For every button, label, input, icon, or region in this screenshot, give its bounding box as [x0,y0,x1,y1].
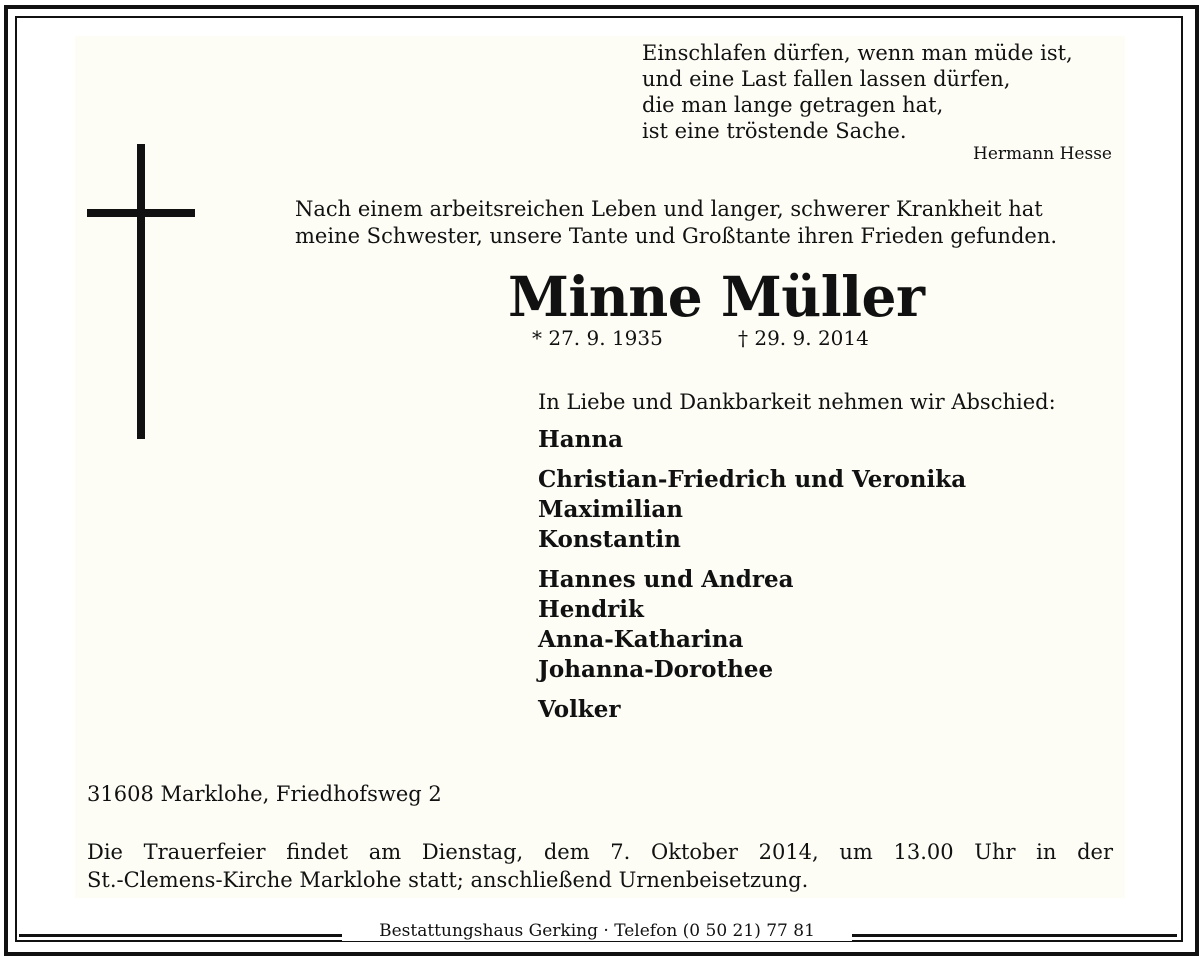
service-line: Die Trauerfeier findet am Dienstag, dem 7. Oktober 2014, um 13.00 Uhr in der [87,840,1113,864]
poem-author: Hermann Hesse [973,144,1112,164]
farewell-line: In Liebe und Dankbarkeit nehmen wir Abschied: [538,390,1056,414]
mourner-name: Maximilian [538,496,683,523]
mourner-group [538,695,966,725]
intro-text [295,196,1057,250]
mourner-name: Hannes und Andrea [538,566,794,593]
poem [642,40,1122,144]
mourner-name: Hendrik [538,596,644,623]
poem-line: die man lange getragen hat, [642,93,944,117]
address: 31608 Marklohe, Friedhofsweg 2 [87,782,442,806]
intro-line: meine Schwester, unsere Tante und Großtante ihren Frieden gefunden. [295,224,1058,248]
poem-line: ist eine tröstende Sache. [642,119,907,143]
poem-line: und eine Last fallen lassen dürfen, [642,67,1011,91]
service-line: St.-Clemens-Kirche Marklohe statt; anschließend Urnenbeisetzung. [87,868,809,892]
cross-vertical-bar [137,144,145,439]
mourner-name: Konstantin [538,526,681,553]
mourner-group [538,465,966,555]
footer-rule-left [19,934,345,937]
mourner-group [538,425,966,455]
footer-rule-right [850,934,1177,937]
deceased-name: Minne Müller [508,264,925,329]
mourner-name: Hanna [538,426,623,453]
mourner-name: Johanna-Dorothee [538,656,774,683]
funeral-service-text [87,838,1113,894]
intro-line: Nach einem arbeitsreichen Leben und langer, schwerer Krankheit hat [295,197,1043,221]
death-date: † 29. 9. 2014 [738,326,869,350]
mourner-name: Christian-Friedrich und Veronika [538,466,967,493]
mourners-list [538,425,966,735]
poem-line: Einschlafen dürfen, wenn man müde ist, [642,41,1073,65]
funeral-home-footer: Bestattungshaus Gerking · Telefon (0 50 21) 77 81 [342,921,852,941]
mourner-name: Anna-Katharina [538,626,744,653]
cross-horizontal-bar [87,209,195,217]
birth-date: * 27. 9. 1935 [532,326,663,350]
mourner-name: Volker [538,696,621,723]
mourner-group [538,565,966,685]
